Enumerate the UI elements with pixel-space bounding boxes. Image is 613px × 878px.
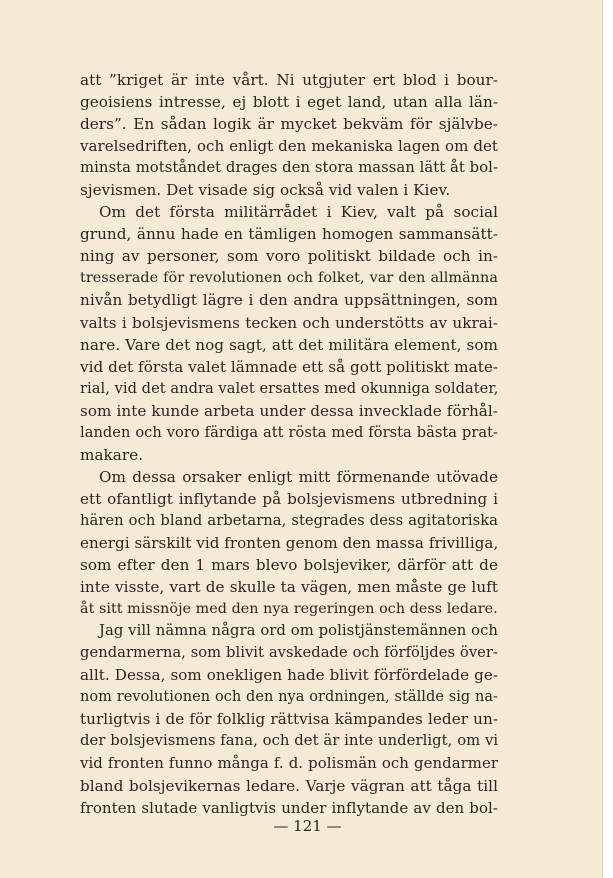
text-line: ett ofantligt inflytande på bolsjevismens utbredning i — [80, 489, 498, 508]
text-line: nivån betydligt lägre i den andra uppsättningen, som — [80, 291, 498, 310]
text-line: rial, vid det andra valet ersattes med okunniga soldater, — [80, 379, 499, 397]
text-line: vid fronten funno många f. d. polismän och gendarmer — [80, 754, 498, 773]
text-line: landen och voro färdiga att rösta med första bästa prat- — [80, 423, 498, 441]
text-line: Om det första militärrådet i Kiev, valt på social — [99, 203, 498, 222]
text-line: som efter den 1 mars blevo bolsjeviker, därför att de — [80, 556, 498, 575]
page-number: — 121 — — [273, 817, 342, 835]
text-line: nare. Vare det nog sagt, att det militära element, som — [80, 335, 498, 354]
text-line: hären och bland arbetarna, stegrades dess agitatoriska — [80, 511, 498, 529]
text-line: varelsedriften, och enligt den mekaniska lagen om det — [80, 137, 498, 156]
text-line: der bolsjevismens fana, och det är inte underligt, om vi — [80, 732, 499, 750]
text-line: grund, ännu hade en tämligen homogen sammansätt- — [80, 225, 498, 244]
text-line: åt sitt missnöje med den nya regeringen och dess ledare. — [80, 601, 498, 618]
text-line: minsta motståndet drages den stora massan lätt åt bol- — [80, 159, 498, 177]
text-line: vid det första valet lämnade ett så gott politiskt mate- — [80, 357, 499, 376]
text-line: allt. Dessa, som onekligen hade blivit förfördelade ge- — [80, 666, 498, 685]
body-text — [80, 69, 498, 819]
text-line: Jag vill nämna några ord om polistjänstemännen och — [99, 622, 498, 640]
text-line: Om dessa orsaker enligt mitt förmenande utövade — [99, 467, 498, 486]
text-line: inte visste, vart de skulle ta vägen, men måste ge luft — [80, 578, 498, 597]
text-line: att ”kriget är inte vårt. Ni utgjuter ert blod i bour- — [80, 71, 498, 89]
text-line: makare. — [80, 445, 144, 464]
text-line: valts i bolsjevismens tecken och understötts av ukrai- — [80, 313, 498, 332]
text-line: som inte kunde arbeta under dessa invecklade förhål- — [80, 401, 498, 420]
text-line: bland bolsjevikernas ledare. Varje vägran att tåga till — [80, 776, 498, 795]
text-line: sjevismen. Det visade sig också vid valen i Kiev. — [80, 181, 451, 200]
text-line: turligtvis i de för folklig rättvisa kämpandes leder un- — [80, 710, 498, 729]
text-line: tresserade för revolutionen och folket, var den allmänna — [80, 270, 498, 287]
text-line: fronten slutade vanligtvis under inflytande av den bol- — [80, 798, 498, 817]
text-line: energi särskilt vid fronten genom den massa frivilliga, — [80, 533, 499, 552]
text-line: geoisiens intresse, ej blott i eget land, utan alla län- — [80, 93, 498, 112]
text-line: ders”. En sådan logik är mycket bekväm för självbe- — [80, 115, 498, 134]
text-line: nom revolutionen och den nya ordningen, ställde sig na- — [80, 689, 498, 706]
text-line: ning av personer, som voro politiskt bildade och in- — [80, 247, 498, 266]
text-line: gendarmerna, som blivit avskedade och förföljdes över- — [80, 644, 498, 662]
